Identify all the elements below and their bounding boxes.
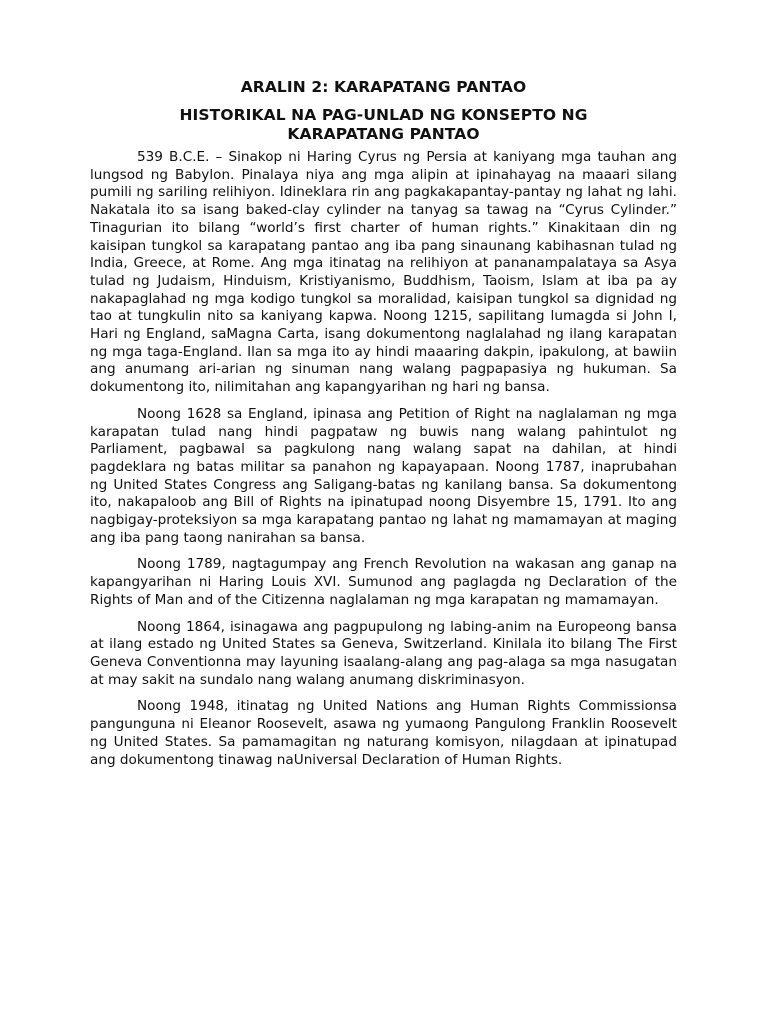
section-heading-line-2: KARAPATANG PANTAO	[287, 125, 480, 143]
paragraph-petition-and-bill-of-rights: Noong 1628 sa England, ipinasa ang Petition of Right na naglalaman ng mga karapatan tulad nang hindi pagpataw ng buwis nang walang pahintulot ng Parliament, pagbawal sa pagkulong nang walang sapat na dahilan, at hindi pagdeklara ng batas militar sa panahon ng kapayapaan. Noong 1787, inaprubahan ng United States Congress ang Saligang-batas ng kanilang bansa. Sa dokumentong ito, nakapaloob ang Bill of Rights na ipinatupad noong Disyembre 15, 1791. Ito ang nagbigay-proteksiyon sa mga karapatang pantao ng lahat ng mamamayan at maging ang iba pang taong nanirahan sa bansa.	[90, 405, 677, 546]
section-heading	[90, 106, 677, 144]
document-page	[90, 78, 677, 778]
paragraph-french-revolution: Noong 1789, nagtagumpay ang French Revolution na wakasan ang ganap na kapangyarihan ni Haring Louis XVI. Sumunod ang paglagda ng Declaration of the Rights of Man and of the Citizenna naglalaman ng mga karapatan ng mamamayan.	[90, 556, 677, 608]
paragraph-geneva-convention: Noong 1864, isinagawa ang pagpupulong ng labing-anim na Europeong bansa at ilang estado ng United States sa Geneva, Switzerland. Kinilala ito bilang The First Geneva Conventionna may layuning isaalang-alang ang pag-alaga sa mga nasugatan at may sakit na sundalo nang walang anumang diskriminasyon.	[90, 618, 677, 688]
paragraph-cyrus-to-magna-carta: 539 B.C.E. – Sinakop ni Haring Cyrus ng Persia at kaniyang mga tauhan ang lungsod ng Babylon. Pinalaya niya ang mga alipin at ipinahayag na maaari silang pumili ng sariling relihiyon. Idineklara rin ang pagkakapantay-pantay ng lahat ng lahi. Nakatala ito sa isang baked-clay cylinder na tanyag sa tawag na “Cyrus Cylinder.” Tinagurian ito bilang “world’s first charter of human rights.” Kinakitaan din ng kaisipan tungkol sa karapatang pantao ang iba pang sinaunang kabihasnan tulad ng India, Greece, at Rome. Ang mga itinatag na relihiyon at pananampalataya sa Asya tulad ng Judaism, Hinduism, Kristiyanismo, Buddhism, Taoism, Islam at iba pa ay nakapaglahad ng mga kodigo tungkol sa moralidad, kaisipan tungkol sa dignidad ng tao at tungkulin nito sa kaniyang kapwa. Noong 1215, sapilitang lumagda si John I, Hari ng England, saMagna Carta, isang dokumentong naglalahad ng ilang karapatan ng mga taga-England. Ilan sa mga ito ay hindi maaaring dakpin, ipakulong, at bawiin ang anumang ari-arian ng sinuman nang walang pagpapasiya ng hukuman. Sa dokumentong ito, nilimitahan ang kapangyarihan ng hari ng bansa.	[90, 149, 677, 396]
lesson-title: ARALIN 2: KARAPATANG PANTAO	[240, 78, 527, 96]
section-heading-line-1: HISTORIKAL NA PAG-UNLAD NG KONSEPTO NG	[179, 106, 588, 124]
paragraph-universal-declaration: Noong 1948, itinatag ng United Nations ang Human Rights Commissionsa pangunguna ni Eleanor Roosevelt, asawa ng yumaong Pangulong Franklin Roosevelt ng United States. Sa pamamagitan ng naturang komisyon, nilagdaan at ipinatupad ang dokumentong tinawag naUniversal Declaration of Human Rights.	[90, 698, 677, 768]
